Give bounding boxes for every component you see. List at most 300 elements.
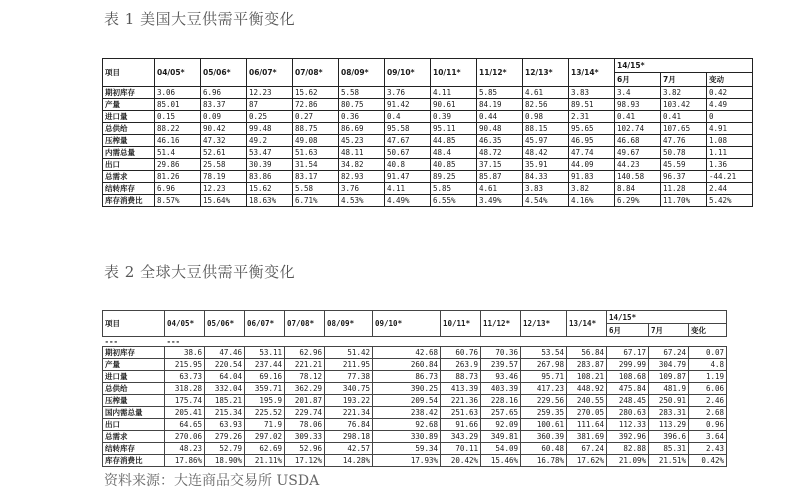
- value-cell: 381.69: [567, 431, 607, 443]
- row-label: 库存消费比: [103, 195, 155, 207]
- value-cell: 1.08: [707, 135, 753, 147]
- value-cell: 15.62: [247, 183, 293, 195]
- value-cell: 44.85: [431, 135, 477, 147]
- value-cell: 175.74: [165, 395, 205, 407]
- table-row: [103, 183, 753, 195]
- value-cell: 238.42: [373, 407, 441, 419]
- value-cell: 0.4: [385, 111, 431, 123]
- table-row: [103, 371, 727, 383]
- value-cell: 4.53%: [339, 195, 385, 207]
- value-cell: 56.84: [567, 347, 607, 359]
- value-cell: 70.11: [441, 443, 481, 455]
- value-cell: 85.31: [649, 443, 689, 455]
- value-cell: 1.19: [689, 371, 727, 383]
- value-cell: 67.24: [649, 347, 689, 359]
- value-cell: 51.4: [155, 147, 201, 159]
- value-cell: 93.46: [481, 371, 521, 383]
- value-cell: 4.91: [707, 123, 753, 135]
- value-cell: 299.99: [607, 359, 649, 371]
- value-cell: 63.93: [205, 419, 245, 431]
- value-cell: 92.68: [373, 419, 441, 431]
- value-cell: 201.87: [285, 395, 325, 407]
- row-label: 出口: [103, 419, 165, 431]
- value-cell: 21.11%: [245, 455, 285, 467]
- value-cell: 80.75: [339, 99, 385, 111]
- empty-cell: [567, 337, 607, 347]
- table-row: [103, 123, 753, 135]
- value-cell: 49.08: [293, 135, 339, 147]
- value-cell: 50.78: [661, 147, 707, 159]
- table1-caption: 表 1 美国大豆供需平衡变化: [104, 10, 296, 28]
- value-cell: 17.86%: [165, 455, 205, 467]
- value-cell: 413.39: [441, 383, 481, 395]
- value-cell: 49.2: [247, 135, 293, 147]
- header-cell: 09/10*: [385, 59, 431, 87]
- value-cell: 99.48: [247, 123, 293, 135]
- value-cell: 87: [247, 99, 293, 111]
- row-label: 国内需总量: [103, 407, 165, 419]
- value-cell: 279.26: [205, 431, 245, 443]
- value-cell: 30.39: [247, 159, 293, 171]
- header-cell: 08/09*: [339, 59, 385, 87]
- header-cell: 12/13*: [521, 311, 567, 337]
- subheader-cell: 6月: [615, 73, 661, 87]
- table-row: [103, 111, 753, 123]
- table-row: [103, 443, 727, 455]
- header-cell: 10/11*: [441, 311, 481, 337]
- header-cell: 06/07*: [247, 59, 293, 87]
- value-cell: 6.55%: [431, 195, 477, 207]
- table-row: [103, 431, 727, 443]
- value-cell: 71.9: [245, 419, 285, 431]
- value-cell: 52.96: [285, 443, 325, 455]
- value-cell: 62.69: [245, 443, 285, 455]
- value-cell: 63.73: [165, 371, 205, 383]
- value-cell: 48.23: [165, 443, 205, 455]
- value-cell: 90.48: [477, 123, 523, 135]
- value-cell: 270.06: [165, 431, 205, 443]
- value-cell: 103.42: [661, 99, 707, 111]
- value-cell: 209.54: [373, 395, 441, 407]
- table-header-row: [103, 311, 727, 324]
- value-cell: 40.85: [431, 159, 477, 171]
- empty-cell: [607, 337, 649, 347]
- value-cell: 2.31: [569, 111, 615, 123]
- header-cell: 07/08*: [285, 311, 325, 337]
- value-cell: 35.91: [523, 159, 569, 171]
- value-cell: 69.16: [245, 371, 285, 383]
- value-cell: 0.44: [477, 111, 523, 123]
- value-cell: 6.96: [155, 183, 201, 195]
- empty-cell: [521, 337, 567, 347]
- value-cell: 47.76: [661, 135, 707, 147]
- table-row: [103, 99, 753, 111]
- table-row: [103, 195, 753, 207]
- value-cell: 5.85: [477, 87, 523, 99]
- header-cell: 11/12*: [481, 311, 521, 337]
- value-cell: 85.01: [155, 99, 201, 111]
- value-cell: 6.71%: [293, 195, 339, 207]
- value-cell: 3.64: [689, 431, 727, 443]
- header-cell: 10/11*: [431, 59, 477, 87]
- header-cell: 08/09*: [325, 311, 373, 337]
- value-cell: 211.95: [325, 359, 373, 371]
- value-cell: 91.66: [441, 419, 481, 431]
- value-cell: 25.58: [201, 159, 247, 171]
- table-row: [103, 455, 727, 467]
- value-cell: 77.38: [325, 371, 373, 383]
- value-cell: 78.06: [285, 419, 325, 431]
- value-cell: 6.06: [689, 383, 727, 395]
- value-cell: 12.23: [247, 87, 293, 99]
- row-label: 产量: [103, 359, 165, 371]
- table-row: [103, 171, 753, 183]
- table-header-row: [103, 59, 753, 73]
- value-cell: 263.9: [441, 359, 481, 371]
- value-cell: 6.29%: [615, 195, 661, 207]
- value-cell: 88.15: [523, 123, 569, 135]
- value-cell: 330.89: [373, 431, 441, 443]
- value-cell: 48.72: [477, 147, 523, 159]
- value-cell: 280.63: [607, 407, 649, 419]
- value-cell: 221.34: [325, 407, 373, 419]
- value-cell: 88.75: [293, 123, 339, 135]
- value-cell: 102.74: [615, 123, 661, 135]
- value-cell: 42.68: [373, 347, 441, 359]
- header-cell: 09/10*: [373, 311, 441, 337]
- value-cell: 44.09: [569, 159, 615, 171]
- header-cell: 13/14*: [569, 59, 615, 87]
- value-cell: 3.82: [661, 87, 707, 99]
- row-label: 压榨量: [103, 135, 155, 147]
- value-cell: 448.92: [567, 383, 607, 395]
- value-cell: 60.48: [521, 443, 567, 455]
- value-cell: 3.06: [155, 87, 201, 99]
- table-row: [103, 419, 727, 431]
- value-cell: 89.25: [431, 171, 477, 183]
- value-cell: 17.62%: [567, 455, 607, 467]
- value-cell: 8.84: [615, 183, 661, 195]
- value-cell: 6.96: [201, 87, 247, 99]
- value-cell: 84.33: [523, 171, 569, 183]
- table-row: [103, 135, 753, 147]
- value-cell: 88.22: [155, 123, 201, 135]
- subheader-cell: 变化: [689, 324, 727, 337]
- value-cell: 83.86: [247, 171, 293, 183]
- value-cell: 0.39: [431, 111, 477, 123]
- value-cell: 83.37: [201, 99, 247, 111]
- table-row: [103, 407, 727, 419]
- value-cell: 3.49%: [477, 195, 523, 207]
- value-cell: 260.84: [373, 359, 441, 371]
- value-cell: 90.42: [201, 123, 247, 135]
- subheader-cell: 7月: [649, 324, 689, 337]
- value-cell: 240.55: [567, 395, 607, 407]
- value-cell: 46.68: [615, 135, 661, 147]
- value-cell: -44.21: [707, 171, 753, 183]
- value-cell: 21.09%: [607, 455, 649, 467]
- value-cell: 31.54: [293, 159, 339, 171]
- value-cell: 78.19: [201, 171, 247, 183]
- value-cell: 51.63: [293, 147, 339, 159]
- value-cell: 1.36: [707, 159, 753, 171]
- header-cell: 04/05*: [165, 311, 205, 337]
- value-cell: 4.8: [689, 359, 727, 371]
- us-soybean-balance-table: [102, 58, 753, 207]
- header-cell: 14/15*: [607, 311, 727, 324]
- value-cell: 91.83: [569, 171, 615, 183]
- value-cell: 21.51%: [649, 455, 689, 467]
- empty-cell: [441, 337, 481, 347]
- value-cell: 11.70%: [661, 195, 707, 207]
- value-cell: 3.83: [523, 183, 569, 195]
- value-cell: 78.12: [285, 371, 325, 383]
- value-cell: 140.58: [615, 171, 661, 183]
- empty-cell: [285, 337, 325, 347]
- value-cell: 267.98: [521, 359, 567, 371]
- value-cell: 3.83: [569, 87, 615, 99]
- value-cell: 205.41: [165, 407, 205, 419]
- value-cell: 67.24: [567, 443, 607, 455]
- value-cell: 17.12%: [285, 455, 325, 467]
- value-cell: 392.96: [607, 431, 649, 443]
- global-soybean-balance-table: [102, 310, 727, 467]
- value-cell: 259.35: [521, 407, 567, 419]
- empty-cell: [245, 337, 285, 347]
- value-cell: 108.21: [567, 371, 607, 383]
- table2-caption: 表 2 全球大豆供需平衡变化: [104, 263, 296, 281]
- value-cell: 215.95: [165, 359, 205, 371]
- value-cell: 283.31: [649, 407, 689, 419]
- header-cell: 04/05*: [155, 59, 201, 87]
- header-cell: 13/14*: [567, 311, 607, 337]
- header-cell: 12/13*: [523, 59, 569, 87]
- value-cell: 481.9: [649, 383, 689, 395]
- row-label: 总需求: [103, 171, 155, 183]
- value-cell: 95.58: [385, 123, 431, 135]
- value-cell: 225.52: [245, 407, 285, 419]
- value-cell: 12.23: [201, 183, 247, 195]
- empty-cell: [689, 337, 727, 347]
- value-cell: 8.57%: [155, 195, 201, 207]
- subheader-cell: 7月: [661, 73, 707, 87]
- header-cell: 11/12*: [477, 59, 523, 87]
- value-cell: 111.64: [567, 419, 607, 431]
- value-cell: 403.39: [481, 383, 521, 395]
- row-label: 总供给: [103, 383, 165, 395]
- value-cell: 38.6: [165, 347, 205, 359]
- value-cell: 20.42%: [441, 455, 481, 467]
- value-cell: 62.96: [285, 347, 325, 359]
- value-cell: 417.23: [521, 383, 567, 395]
- value-cell: 49.67: [615, 147, 661, 159]
- value-cell: 86.69: [339, 123, 385, 135]
- value-cell: 0.42%: [689, 455, 727, 467]
- dash-row: [103, 337, 727, 347]
- value-cell: 309.33: [285, 431, 325, 443]
- value-cell: 248.45: [607, 395, 649, 407]
- value-cell: 193.22: [325, 395, 373, 407]
- value-cell: 91.42: [385, 99, 431, 111]
- value-cell: 318.28: [165, 383, 205, 395]
- value-cell: 59.34: [373, 443, 441, 455]
- value-cell: 11.28: [661, 183, 707, 195]
- value-cell: 362.29: [285, 383, 325, 395]
- value-cell: 340.75: [325, 383, 373, 395]
- value-cell: 0.09: [201, 111, 247, 123]
- value-cell: 0.07: [689, 347, 727, 359]
- value-cell: 82.88: [607, 443, 649, 455]
- value-cell: 349.81: [481, 431, 521, 443]
- row-label: 产量: [103, 99, 155, 111]
- value-cell: 359.71: [245, 383, 285, 395]
- header-cell: 项目: [103, 311, 165, 337]
- dash-cell: ---: [103, 337, 165, 347]
- value-cell: 29.86: [155, 159, 201, 171]
- value-cell: 5.85: [431, 183, 477, 195]
- value-cell: 67.17: [607, 347, 649, 359]
- value-cell: 47.67: [385, 135, 431, 147]
- value-cell: 45.23: [339, 135, 385, 147]
- empty-cell: [373, 337, 441, 347]
- value-cell: 15.46%: [481, 455, 521, 467]
- value-cell: 0.36: [339, 111, 385, 123]
- value-cell: 0.41: [615, 111, 661, 123]
- value-cell: 92.09: [481, 419, 521, 431]
- row-label: 压榨量: [103, 395, 165, 407]
- value-cell: 5.42%: [707, 195, 753, 207]
- empty-cell: [205, 337, 245, 347]
- value-cell: 52.79: [205, 443, 245, 455]
- value-cell: 0.41: [661, 111, 707, 123]
- value-cell: 45.97: [523, 135, 569, 147]
- value-cell: 15.64%: [201, 195, 247, 207]
- empty-cell: [649, 337, 689, 347]
- table-row: [103, 359, 727, 371]
- value-cell: 3.4: [615, 87, 661, 99]
- value-cell: 82.56: [523, 99, 569, 111]
- value-cell: 4.54%: [523, 195, 569, 207]
- header-cell: 06/07*: [245, 311, 285, 337]
- table-row: [103, 159, 753, 171]
- value-cell: 2.46: [689, 395, 727, 407]
- value-cell: 108.68: [607, 371, 649, 383]
- value-cell: 5.58: [293, 183, 339, 195]
- value-cell: 5.58: [339, 87, 385, 99]
- value-cell: 88.73: [441, 371, 481, 383]
- value-cell: 40.8: [385, 159, 431, 171]
- value-cell: 396.6: [649, 431, 689, 443]
- value-cell: 91.47: [385, 171, 431, 183]
- table-row: [103, 383, 727, 395]
- value-cell: 0.42: [707, 87, 753, 99]
- value-cell: 304.79: [649, 359, 689, 371]
- value-cell: 250.91: [649, 395, 689, 407]
- value-cell: 18.90%: [205, 455, 245, 467]
- value-cell: 343.29: [441, 431, 481, 443]
- source-note: 资料来源：大连商品交易所 USDA: [104, 473, 320, 489]
- value-cell: 4.49: [707, 99, 753, 111]
- value-cell: 53.54: [521, 347, 567, 359]
- value-cell: 48.4: [431, 147, 477, 159]
- empty-cell: [481, 337, 521, 347]
- row-label: 期初库存: [103, 347, 165, 359]
- value-cell: 475.84: [607, 383, 649, 395]
- value-cell: 4.61: [523, 87, 569, 99]
- row-label: 进口量: [103, 371, 165, 383]
- value-cell: 1.11: [707, 147, 753, 159]
- value-cell: 257.65: [481, 407, 521, 419]
- value-cell: 4.11: [431, 87, 477, 99]
- value-cell: 50.67: [385, 147, 431, 159]
- value-cell: 14.28%: [325, 455, 373, 467]
- table-row: [103, 395, 727, 407]
- value-cell: 64.65: [165, 419, 205, 431]
- value-cell: 251.63: [441, 407, 481, 419]
- value-cell: 95.71: [521, 371, 567, 383]
- value-cell: 228.16: [481, 395, 521, 407]
- value-cell: 390.25: [373, 383, 441, 395]
- value-cell: 95.65: [569, 123, 615, 135]
- value-cell: 4.16%: [569, 195, 615, 207]
- value-cell: 86.73: [373, 371, 441, 383]
- value-cell: 270.05: [567, 407, 607, 419]
- value-cell: 237.44: [245, 359, 285, 371]
- value-cell: 47.32: [201, 135, 247, 147]
- header-cell: 05/06*: [201, 59, 247, 87]
- value-cell: 185.21: [205, 395, 245, 407]
- value-cell: 15.62: [293, 87, 339, 99]
- value-cell: 84.19: [477, 99, 523, 111]
- row-label: 进口量: [103, 111, 155, 123]
- header-cell: 07/08*: [293, 59, 339, 87]
- value-cell: 72.86: [293, 99, 339, 111]
- value-cell: 229.74: [285, 407, 325, 419]
- value-cell: 2.44: [707, 183, 753, 195]
- value-cell: 34.82: [339, 159, 385, 171]
- value-cell: 18.63%: [247, 195, 293, 207]
- value-cell: 81.26: [155, 171, 201, 183]
- value-cell: 239.57: [481, 359, 521, 371]
- value-cell: 0.15: [155, 111, 201, 123]
- value-cell: 17.93%: [373, 455, 441, 467]
- header-cell: 项目: [103, 59, 155, 87]
- row-label: 期初库存: [103, 87, 155, 99]
- row-label: 内需总量: [103, 147, 155, 159]
- row-label: 库存消费比: [103, 455, 165, 467]
- value-cell: 107.65: [661, 123, 707, 135]
- value-cell: 48.11: [339, 147, 385, 159]
- value-cell: 215.34: [205, 407, 245, 419]
- value-cell: 297.02: [245, 431, 285, 443]
- value-cell: 46.16: [155, 135, 201, 147]
- value-cell: 0: [707, 111, 753, 123]
- dash-cell: ---: [165, 337, 205, 347]
- row-label: 结转库存: [103, 443, 165, 455]
- value-cell: 4.49%: [385, 195, 431, 207]
- header-cell: 05/06*: [205, 311, 245, 337]
- value-cell: 90.61: [431, 99, 477, 111]
- value-cell: 4.11: [385, 183, 431, 195]
- value-cell: 82.93: [339, 171, 385, 183]
- value-cell: 332.04: [205, 383, 245, 395]
- value-cell: 283.87: [567, 359, 607, 371]
- value-cell: 96.37: [661, 171, 707, 183]
- value-cell: 0.25: [247, 111, 293, 123]
- value-cell: 221.36: [441, 395, 481, 407]
- value-cell: 52.61: [201, 147, 247, 159]
- value-cell: 360.39: [521, 431, 567, 443]
